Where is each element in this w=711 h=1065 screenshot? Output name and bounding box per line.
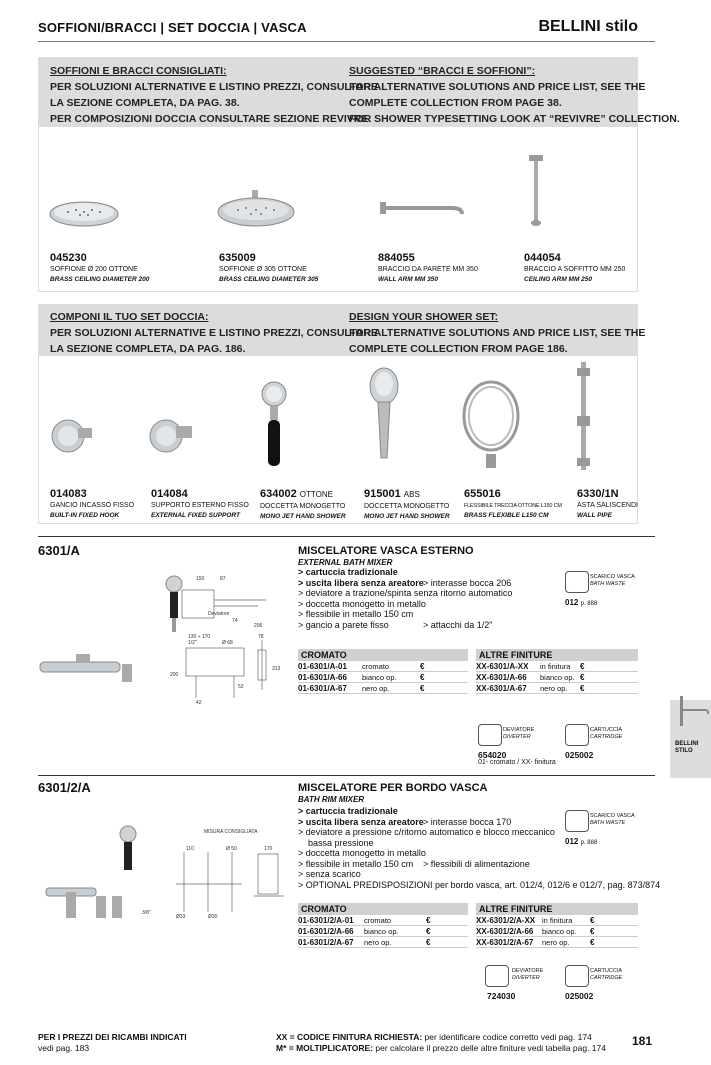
product-014084 [151,487,249,521]
product-code: 634002 [260,488,297,500]
product-name: BRACCIO DA PARETE MM 350 [378,266,478,273]
dimension-label: 313 [272,666,281,672]
table-row [298,926,468,937]
product-name: SUPPORTO ESTERNO FISSO [151,502,249,509]
shower-set-it-line: PER SOLUZIONI ALTERNATIVE E LISTINO PREZZI, CONSULTARE [50,327,378,339]
product-en-name: MONO JET HAND SHOWER [364,513,450,520]
table-row [476,672,638,683]
section-title: MISCELATORE VASCA ESTERNO [298,545,474,557]
table-finish: cromato [364,916,392,925]
faucet-icon [674,692,710,732]
section-rule [38,536,655,537]
diverter-code: 724030 [487,991,516,1001]
table-price: € [426,938,431,947]
section-subtitle: BATH RIM MIXER [298,795,365,804]
feature-line: > deviatore a trazione/spinta senza ritorno automatico [298,588,513,598]
table-code: 01-6301/2/A-66 [298,927,354,936]
feature-line: > interasse bocca 170 [423,816,512,827]
suggested-it-line: PER SOLUZIONI ALTERNATIVE E LISTINO PREZZI, CONSULTARE [50,81,378,93]
bath-waste-en: BATH WASTE [590,580,626,587]
table-row [298,661,468,672]
diverter-en: DIVERTER [512,974,540,981]
footer-legend [276,1032,606,1054]
side-tab-line: STILO [675,748,693,754]
table-finish: bianco op. [362,673,397,682]
product-014083 [50,487,134,521]
table-code: 01-6301/A-01 [298,662,347,671]
wall-arm-image [378,198,468,218]
diverter-icon [478,724,502,746]
suggested-en [349,63,680,127]
product-material: OTTONE [299,490,333,499]
product-en-name: WALL PIPE [577,512,612,519]
product-name: DOCCETTA MONOGETTO [260,503,346,510]
bath-waste-ref [565,837,597,846]
chrome-table-header: CROMATO [298,903,468,915]
chrome-table [298,649,468,694]
shower-set-it-title: COMPONI IL TUO SET DOCCIA: [50,311,209,323]
diverter-icon [485,965,509,987]
feature-line: bassa pressione [308,837,374,848]
section-subtitle: EXTERNAL BATH MIXER [298,558,393,567]
table-code: XX-6301/2/A-66 [476,927,534,936]
table-row [298,672,468,683]
table-finish: nero op. [364,938,392,947]
diverter-en: DIVERTER [503,733,531,740]
suggested-it-title: SOFFIONI E BRACCI CONSIGLIATI: [50,65,227,77]
other-finishes-header: ALTRE FINITURE [476,903,638,915]
bath-rim-mixer-drawing [36,822,292,930]
bath-waste-title: SCARICO VASCA [590,574,635,580]
suggested-en-line: COMPLETE COLLECTION FROM PAGE 38. [349,97,562,109]
table-price: € [420,684,425,693]
table-finish: bianco op. [542,927,577,936]
table-row [298,915,468,926]
product-045230 [50,251,149,285]
side-tab [670,700,711,778]
table-price: € [590,927,595,936]
table-price: € [426,916,431,925]
cartridge-title: CARTUCCIA [590,727,622,733]
feature-line: > cartuccia tradizionale [298,806,398,816]
brand-title: BELLINI stilo [538,18,638,35]
diverter-label [503,727,534,740]
footer-spare-page: vedi pag. 183 [38,1043,90,1053]
section-code: 6301/2/A [38,780,91,795]
footer-m-label: M* = MOLTIPLICATORE: [276,1043,374,1053]
product-material: ABS [403,490,420,499]
bath-mixer-drawing [36,570,296,708]
hand-shower-brass-image [258,380,290,472]
diverter-label [512,968,543,981]
feature-line: > cartuccia tradizionale [298,567,398,577]
diverter-note: 01- cromato / XX- finitura [478,759,556,766]
product-en-name: MONO JET HAND SHOWER [260,513,346,520]
dimension-label: 130 ÷ 170 [188,634,211,640]
bath-waste-icon [565,571,589,593]
table-price: € [580,662,585,671]
shower-set-en [349,309,645,357]
footer-m-text: per calcolare il prezzo delle altre finiture vedi tabella pag. 174 [373,1043,606,1053]
table-code: XX-6301/2/A-67 [476,938,534,947]
bath-waste-en: BATH WASTE [590,819,626,826]
table-finish: bianco op. [540,673,575,682]
product-634002 [260,487,346,522]
product-915001 [364,487,450,522]
table-row [476,926,638,937]
section-features [298,567,512,630]
dimension-label: 1/2" [188,640,197,646]
product-name: SOFFIONE Ø 305 OTTONE [219,266,307,273]
table-code: 01-6301/2/A-67 [298,938,354,947]
diverter-title: DEVIATORE [503,727,535,733]
bath-waste-page: p. 888 [580,601,598,607]
product-code: 014084 [151,488,188,500]
svg-text:Ø33: Ø33 [176,914,186,920]
table-finish: in finitura [540,662,571,671]
section-title: MISCELATORE PER BORDO VASCA [298,782,488,794]
table-code: XX-6301/A-66 [476,673,527,682]
dimension-label: Ø 68 [222,640,233,646]
cartridge-en: CARTRIDGE [590,733,623,740]
shower-set-en-title: DESIGN YOUR SHOWER SET: [349,311,499,323]
suggested-en-line: FOR SHOWER TYPESETTING LOOK AT “REVIVRE” COLLECTION. [349,113,680,125]
cartridge-icon [565,965,589,987]
table-finish: nero op. [362,684,390,693]
table-code: 01-6301/A-66 [298,673,347,682]
product-en-name: BRASS FLEXIBLE L150 CM [464,512,549,519]
suggested-it-line: LA SEZIONE COMPLETA, DA PAG. 38. [50,97,240,109]
product-name: DOCCETTA MONOGETTO [364,503,450,510]
cartridge-code: 025002 [565,991,594,1001]
cartridge-en: CARTRIDGE [590,974,623,981]
external-support-image [148,414,200,456]
feature-line: > uscita libera senza areatore [298,816,424,827]
product-name: SOFFIONE Ø 200 OTTONE [50,266,138,273]
bath-waste-icon [565,810,589,832]
product-6330-1n [577,487,638,521]
diverter-ref [478,751,556,767]
feature-line: > doccetta monogetto in metallo [298,848,426,858]
product-code: 915001 [364,488,401,500]
dimension-label: 150 [196,576,205,582]
feature-line: > flessibile in metallo 150 cm [298,609,414,619]
cartridge-icon [565,724,589,746]
dimension-label: 52 [238,684,244,690]
cartridge-label [590,968,622,981]
table-price: € [590,916,595,925]
product-en-name: BUILT-IN FIXED HOOK [50,512,120,519]
table-code: 01-6301/2/A-01 [298,916,354,925]
bath-waste-code: 012 [565,837,579,846]
feature-line: > interasse bocca 206 [423,577,512,588]
other-finishes-header: ALTRE FINITURE [476,649,638,661]
footer-xx-text: per identificare codice corretto vedi pag. 174 [422,1032,592,1042]
dimension-label: 206 [254,623,263,629]
bath-waste-title: SCARICO VASCA [590,813,635,819]
table-row [476,683,638,694]
feature-line: > uscita libera senza areatore [298,577,424,588]
feature-line: > deviatore a pressione c/ritorno automatico e blocco meccanico [298,827,555,837]
svg-text:170: 170 [264,846,273,852]
chrome-table [298,903,468,948]
product-code: 045230 [50,252,87,264]
table-code: 01-6301/A-67 [298,684,347,693]
footer-left [38,1032,187,1054]
product-en-name: WALL ARM MM 350 [378,276,438,283]
page-number: 181 [632,1034,653,1048]
product-code: 884055 [378,252,415,264]
cartridge-title: CARTUCCIA [590,968,622,974]
product-635009 [219,251,318,285]
feature-line: > flessibile in metallo 150 cm [298,858,414,869]
table-row [298,937,468,948]
dimension-label: 200 [170,672,179,678]
feature-line: > doccetta monogetto in metallo [298,598,426,609]
cartridge-code: 025002 [565,750,594,760]
table-row [476,915,638,926]
table-finish: nero op. [540,684,568,693]
diverter-code: 654020 [478,750,507,760]
svg-text:Ø 50: Ø 50 [226,846,237,852]
table-price: € [580,684,585,693]
table-price: € [420,662,425,671]
suggested-it [50,63,378,127]
drawing-note: MISURA CONSIGLIATA [204,829,258,835]
table-finish: cromato [362,662,390,671]
product-code: 6330/1N [577,488,619,500]
section-code: 6301/A [38,543,80,558]
shower-set-it-line: LA SEZIONE COMPLETA, DA PAG. 186. [50,343,246,355]
svg-text:3/8": 3/8" [142,910,151,916]
cartridge-ref [565,992,593,1000]
dimension-label: 74 [232,618,238,624]
cartridge-label [590,727,622,740]
footer-spare-note: PER I PREZZI DEI RICAMBI INDICATI [38,1032,187,1042]
wall-pipe-image [572,362,596,472]
bath-waste-page: p. 888 [580,840,598,846]
bath-waste-ref [565,598,597,607]
table-price: € [590,938,595,947]
bath-waste-code: 012 [565,598,579,607]
table-price: € [580,673,585,682]
built-in-hook-image [50,414,96,456]
bath-waste-label [590,574,635,587]
shower-set-en-line: FOR ALTERNATIVE SOLUTIONS AND PRICE LIST, SEE THE [349,327,646,339]
footer-xx-label: XX = CODICE FINITURA RICHIESTA: [276,1032,423,1042]
other-finishes-table [476,649,638,694]
product-655016 [464,487,562,521]
table-price: € [426,927,431,936]
feature-line: > OPTIONAL PREDISPOSIZIONI per bordo vasca, art. 012/4, 012/6 e 012/7, pag. 873/874 [298,879,661,890]
table-code: XX-6301/2/A-XX [476,916,536,925]
product-code: 635009 [219,252,256,264]
shower-head-200-image [48,198,120,228]
cartridge-ref [565,751,593,759]
feature-line: > senza scarico [298,869,361,879]
shower-set-en-line: COMPLETE COLLECTION FROM PAGE 186. [349,343,568,355]
feature-line: > flessibili di alimentazione [423,858,530,869]
table-code: XX-6301/A-67 [476,684,527,693]
table-finish: nero op. [542,938,570,947]
product-en-name: BRASS CEILING DIAMETER 200 [50,276,150,283]
flexible-hose-image [458,372,524,472]
table-row [476,937,638,948]
table-code: XX-6301/A-XX [476,662,529,671]
dimension-label: 42 [196,700,202,706]
product-en-name: BRASS CEILING DIAMETER 305 [219,276,319,283]
product-044054 [524,251,625,285]
svg-text:Ø30: Ø30 [208,914,218,920]
header-title: SOFFIONI/BRACCI | SET DOCCIA | VASCA [38,20,307,35]
product-name: ASTA SALISCENDI [577,502,638,509]
product-name: GANCIO INCASSO FISSO [50,502,135,509]
product-code: 044054 [524,252,561,264]
hand-shower-abs-image [366,366,402,462]
side-tab-line: BELLINI [675,741,699,747]
table-price: € [420,673,425,682]
ceiling-arm-image [526,155,546,230]
dimension-label: Deviatore [208,611,230,617]
section-rule [38,775,655,776]
suggested-it-line: PER COMPOSIZIONI DOCCIA CONSULTARE SEZIONE REVIVRE. [50,113,372,125]
feature-line: > gancio a parete fisso [298,619,389,630]
header-rule [38,41,655,42]
suggested-en-line: FOR ALTERNATIVE SOLUTIONS AND PRICE LIST, SEE THE [349,81,646,93]
diverter-ref [487,992,515,1000]
product-name: BRACCIO A SOFFITTO MM 250 [524,266,626,273]
product-code: 014083 [50,488,87,500]
bath-waste-label [590,813,635,826]
dimension-label: 78 [258,634,264,640]
suggested-en-title: SUGGESTED “BRACCI E SOFFIONI”: [349,65,536,77]
table-row [298,683,468,694]
table-row [476,661,638,672]
svg-text:110: 110 [186,846,194,852]
product-en-name: CEILING ARM MM 250 [524,276,593,283]
table-finish: in finitura [542,916,573,925]
product-name: FLESSIBILE TRECCIA OTTONE L150 CM [464,503,562,509]
table-finish: bianco op. [364,927,399,936]
shower-head-305-image [216,190,296,230]
product-884055 [378,251,478,285]
other-finishes-table [476,903,638,948]
shower-set-it [50,309,378,357]
product-en-name: EXTERNAL FIXED SUPPORT [151,512,240,519]
chrome-table-header: CROMATO [298,649,468,661]
diverter-title: DEVIATORE [512,968,544,974]
feature-line: > attacchi da 1/2" [423,619,493,630]
product-code: 655016 [464,488,501,500]
dimension-label: 87 [220,576,226,582]
